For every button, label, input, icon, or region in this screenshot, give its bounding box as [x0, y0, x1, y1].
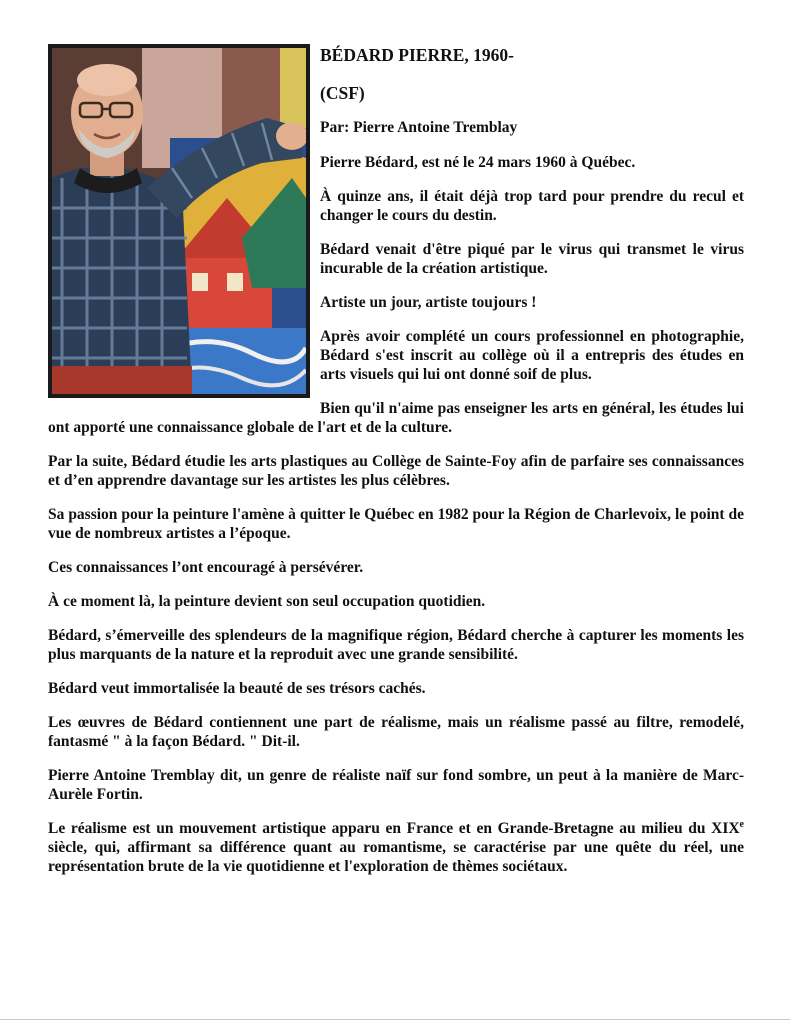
- paragraph: Bédard veut immortalisée la beauté de ses trésors cachés.: [48, 680, 426, 697]
- paragraph: Bédard, s’émerveille des splendeurs de la magnifique région, Bédard cherche à capturer les moments les plus marquants de la nature et la reproduit avec une grande sensibilité.: [48, 627, 744, 663]
- paragraph: Bien qu'il n'aime pas enseigner les arts en général, les études lui ont apporté une connaissance globale de l'art et de la culture.: [48, 400, 744, 436]
- paragraph: Pierre Bédard, est né le 24 mars 1960 à Québec.: [320, 154, 636, 171]
- paragraph-realism: [48, 819, 744, 876]
- artist-portrait-photo: [48, 44, 310, 398]
- paragraph: Par la suite, Bédard étudie les arts plastiques au Collège de Sainte-Foy afin de parfaire ses connaissances et d’en apprendre davantage sur les artistes les plus célèbres.: [48, 453, 744, 489]
- paragraph: Artiste un jour, artiste toujours !: [320, 294, 537, 311]
- document-page: [48, 40, 744, 891]
- paragraph: Pierre Antoine Tremblay dit, un genre de réaliste naïf sur fond sombre, un peut à la manière de Marc-Aurèle Fortin.: [48, 767, 744, 803]
- page-title: BÉDARD PIERRE, 1960-: [320, 45, 514, 65]
- paragraph: Les œuvres de Bédard contiennent une part de réalisme, mais un réalisme passé au filtre, remodelé, fantasmé " à la façon Bédard. " Dit-il.: [48, 714, 744, 750]
- paragraph: Ces connaissances l’ont encouragé à persévérer.: [48, 559, 364, 576]
- author-line: Par: Pierre Antoine Tremblay: [320, 119, 518, 136]
- paragraph: Après avoir complété un cours professionnel en photographie, Bédard s'est inscrit au collège où il a entrepris des études en arts visuels qui lui ont donné soif de plus.: [320, 328, 744, 383]
- paragraph-text: siècle, qui, affirmant sa différence quant au romantisme, se caractérise par une quête du réel, une représentation brute de la vie quotidienne et l'exploration de thèmes sociétaux.: [48, 839, 744, 875]
- paragraph-text: Le réalisme est un mouvement artistique apparu en France et en Grande-Bretagne au milieu du XIX: [48, 820, 740, 837]
- page-subtitle: (CSF): [320, 83, 365, 103]
- paragraph: Bédard venait d'être piqué par le virus qui transmet le virus incurable de la création artistique.: [320, 241, 744, 277]
- paragraph: Sa passion pour la peinture l'amène à quitter le Québec en 1982 pour la Région de Charlevoix, le point de vue de nombreux artistes a l’époque.: [48, 506, 744, 542]
- superscript-e: e: [739, 818, 744, 830]
- paragraph: À quinze ans, il était déjà trop tard pour prendre du recul et changer le cours du destin.: [320, 188, 744, 224]
- paragraph: À ce moment là, la peinture devient son seul occupation quotidien.: [48, 593, 486, 610]
- bottom-divider: [0, 1019, 790, 1020]
